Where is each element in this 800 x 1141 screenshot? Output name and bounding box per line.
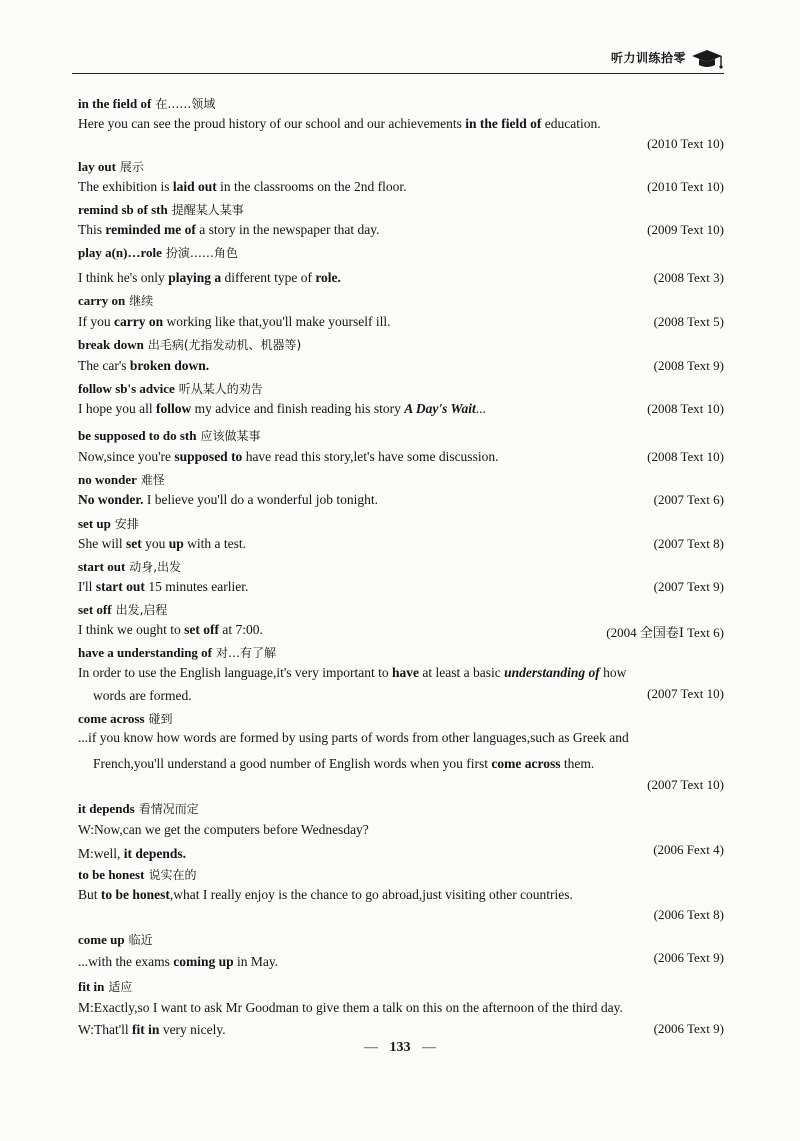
phrase-chinese: 听从某人的劝告 (178, 382, 263, 396)
highlighted-phrase: carry on (114, 314, 164, 329)
source-citation: (2007 Text 6) (653, 492, 724, 507)
phrase-chinese: 安排 (114, 517, 139, 531)
highlighted-phrase: set (126, 536, 142, 551)
footer-dash-left: — (364, 1040, 378, 1055)
highlighted-phrase: follow (155, 401, 192, 416)
phrase-english: follow sb's advice (78, 381, 175, 396)
example-sentence: No wonder. I believe you'll do a wonderful job tonight. (78, 492, 379, 507)
source-citation: (2008 Text 9) (653, 358, 724, 373)
phrase-chinese: 提醒某人某事 (171, 203, 244, 217)
example-sentence: words are formed. (93, 688, 192, 703)
phrase-english: no wonder (78, 472, 137, 487)
phrase-chinese: 在……领域 (155, 97, 216, 111)
highlighted-phrase: supposed to (174, 449, 243, 464)
highlighted-phrase: fit in (132, 1022, 160, 1037)
highlighted-phrase: broken down. (129, 358, 210, 373)
phrase-english: to be honest (78, 867, 145, 882)
phrase-heading (78, 866, 196, 883)
phrase-english: lay out (78, 159, 116, 174)
footer-dash-right: — (422, 1040, 436, 1055)
example-sentence: ...with the exams coming up in May. (78, 954, 279, 969)
phrase-english: break down (78, 337, 144, 352)
phrase-heading (78, 515, 139, 532)
highlighted-phrase: coming up (173, 954, 234, 969)
phrase-english: set up (78, 516, 111, 531)
highlighted-phrase: start out (95, 579, 145, 594)
source-citation: (2007 Text 10) (647, 777, 724, 792)
phrase-heading (78, 800, 199, 817)
example-sentence: The car's broken down. (78, 358, 210, 373)
phrase-chinese: 说实在的 (148, 868, 197, 882)
source-citation: (2007 Text 8) (653, 536, 724, 551)
phrase-english: it depends (78, 801, 135, 816)
source-citation: (2007 Text 9) (653, 579, 724, 594)
example-sentence: French,you'll understand a good number of English words when you first come across them. (93, 756, 595, 771)
highlighted-phrase: come across (491, 756, 561, 771)
phrase-english: start out (78, 559, 126, 574)
phrase-chinese: 难怪 (140, 473, 165, 487)
phrase-english: carry on (78, 293, 126, 308)
phrase-chinese: 出发,启程 (115, 603, 168, 617)
phrase-heading (78, 644, 276, 661)
phrase-heading (78, 158, 144, 175)
phrase-heading (78, 601, 167, 618)
phrase-heading (78, 201, 244, 218)
example-sentence: I'll start out 15 minutes earlier. (78, 579, 249, 594)
phrase-english: come up (78, 932, 125, 947)
source-citation: (2008 Text 10) (647, 449, 724, 464)
example-sentence: W:That'll fit in very nicely. (78, 1022, 226, 1037)
example-sentence: She will set you up with a test. (78, 536, 247, 551)
phrase-chinese: 对…有了解 (216, 646, 277, 660)
phrase-chinese: 看情况而定 (138, 802, 199, 816)
example-sentence: Now,since you're supposed to have read this story,let's have some discussion. (78, 449, 499, 464)
page-footer (0, 1040, 800, 1056)
phrase-heading (78, 244, 238, 261)
phrase-heading (78, 471, 165, 488)
example-sentence: I hope you all follow my advice and finish reading his story A Day's Wait... (78, 401, 486, 416)
phrase-chinese: 出毛病(尤指发动机、机器等) (147, 338, 302, 352)
source-citation: (2008 Text 5) (653, 314, 724, 329)
example-sentence: I think he's only playing a different type of role. (78, 270, 341, 285)
example-sentence: ...if you know how words are formed by using parts of words from other languages,such as Greek and (78, 730, 629, 745)
source-citation: (2006 Text 9) (653, 950, 724, 965)
phrase-chinese: 继续 (129, 294, 154, 308)
highlighted-phrase: up (168, 536, 184, 551)
example-sentence: If you carry on working like that,you'll make yourself ill. (78, 314, 391, 329)
highlighted-italic: understanding of (504, 665, 600, 680)
source-citation: (2009 Text 10) (647, 222, 724, 237)
example-sentence: M:Exactly,so I want to ask Mr Goodman to give them a talk on this on the afternoon of the third day. (78, 1000, 623, 1015)
phrase-english: fit in (78, 979, 105, 994)
phrase-chinese: 应该做某事 (200, 429, 261, 443)
highlighted-phrase: in the field of (465, 116, 542, 131)
phrase-chinese: 临近 (128, 933, 153, 947)
highlighted-phrase: it depends. (123, 846, 187, 861)
phrase-heading (78, 292, 153, 309)
phrase-english: be supposed to do sth (78, 428, 197, 443)
phrase-english: come across (78, 711, 145, 726)
highlighted-phrase: laid out (172, 179, 217, 194)
source-citation: (2010 Text 10) (647, 179, 724, 194)
highlighted-phrase: reminded me of (105, 222, 196, 237)
header-title: 听力训练拾零 (610, 51, 686, 65)
phrase-english: remind sb of sth (78, 202, 168, 217)
phrase-english: in the field of (78, 96, 152, 111)
phrase-heading (78, 336, 301, 353)
example-sentence: The exhibition is laid out in the classrooms on the 2nd floor. (78, 179, 407, 194)
highlighted-phrase: have (392, 665, 419, 680)
source-citation: (2008 Text 3) (653, 270, 724, 285)
phrase-heading (78, 931, 153, 948)
page-number: 133 (389, 1040, 411, 1055)
phrase-heading (78, 558, 181, 575)
source-citation: (2006 Text 9) (653, 1021, 724, 1036)
phrase-chinese: 展示 (119, 160, 144, 174)
example-sentence: Here you can see the proud history of our school and our achievements in the field of education. (78, 116, 601, 131)
example-sentence: W:Now,can we get the computers before Wednesday? (78, 822, 369, 837)
source-citation: (2007 Text 10) (647, 686, 724, 701)
phrase-heading (78, 427, 261, 444)
source-citation: (2010 Text 10) (647, 136, 724, 151)
phrase-heading (78, 978, 132, 995)
phrase-english: have a understanding of (78, 645, 212, 660)
phrase-heading (78, 710, 173, 727)
highlighted-italic: A Day's Wait (404, 401, 476, 416)
highlighted-phrase: to be honest (100, 887, 170, 902)
source-citation: (2004 全国卷Ⅰ Text 6) (606, 625, 724, 640)
phrase-chinese: 碰到 (148, 712, 173, 726)
phrase-chinese: 动身,出发 (129, 560, 182, 574)
highlighted-phrase: No wonder. (78, 492, 144, 507)
example-sentence: M:well, it depends. (78, 846, 187, 861)
example-sentence: But to be honest,what I really enjoy is the chance to go abroad,just visiting other countries. (78, 887, 573, 902)
example-sentence: I think we ought to set off at 7:00. (78, 622, 263, 637)
phrase-heading (78, 380, 263, 397)
source-citation: (2008 Text 10) (647, 401, 724, 416)
example-sentence: In order to use the English language,it's very important to have at least a basic understanding of how (78, 665, 627, 680)
highlighted-phrase: role. (315, 270, 341, 285)
source-citation: (2006 Text 8) (653, 907, 724, 922)
source-citation: (2006 Fext 4) (653, 842, 724, 857)
phrase-heading (78, 95, 215, 112)
phrase-english: play a(n)…role (78, 245, 162, 260)
phrase-chinese: 适应 (108, 980, 133, 994)
phrase-chinese: 扮演……角色 (165, 246, 238, 260)
highlighted-phrase: set off (184, 622, 219, 637)
example-sentence: This reminded me of a story in the newspaper that day. (78, 222, 380, 237)
highlighted-phrase: playing a (168, 270, 222, 285)
phrase-english: set off (78, 602, 112, 617)
